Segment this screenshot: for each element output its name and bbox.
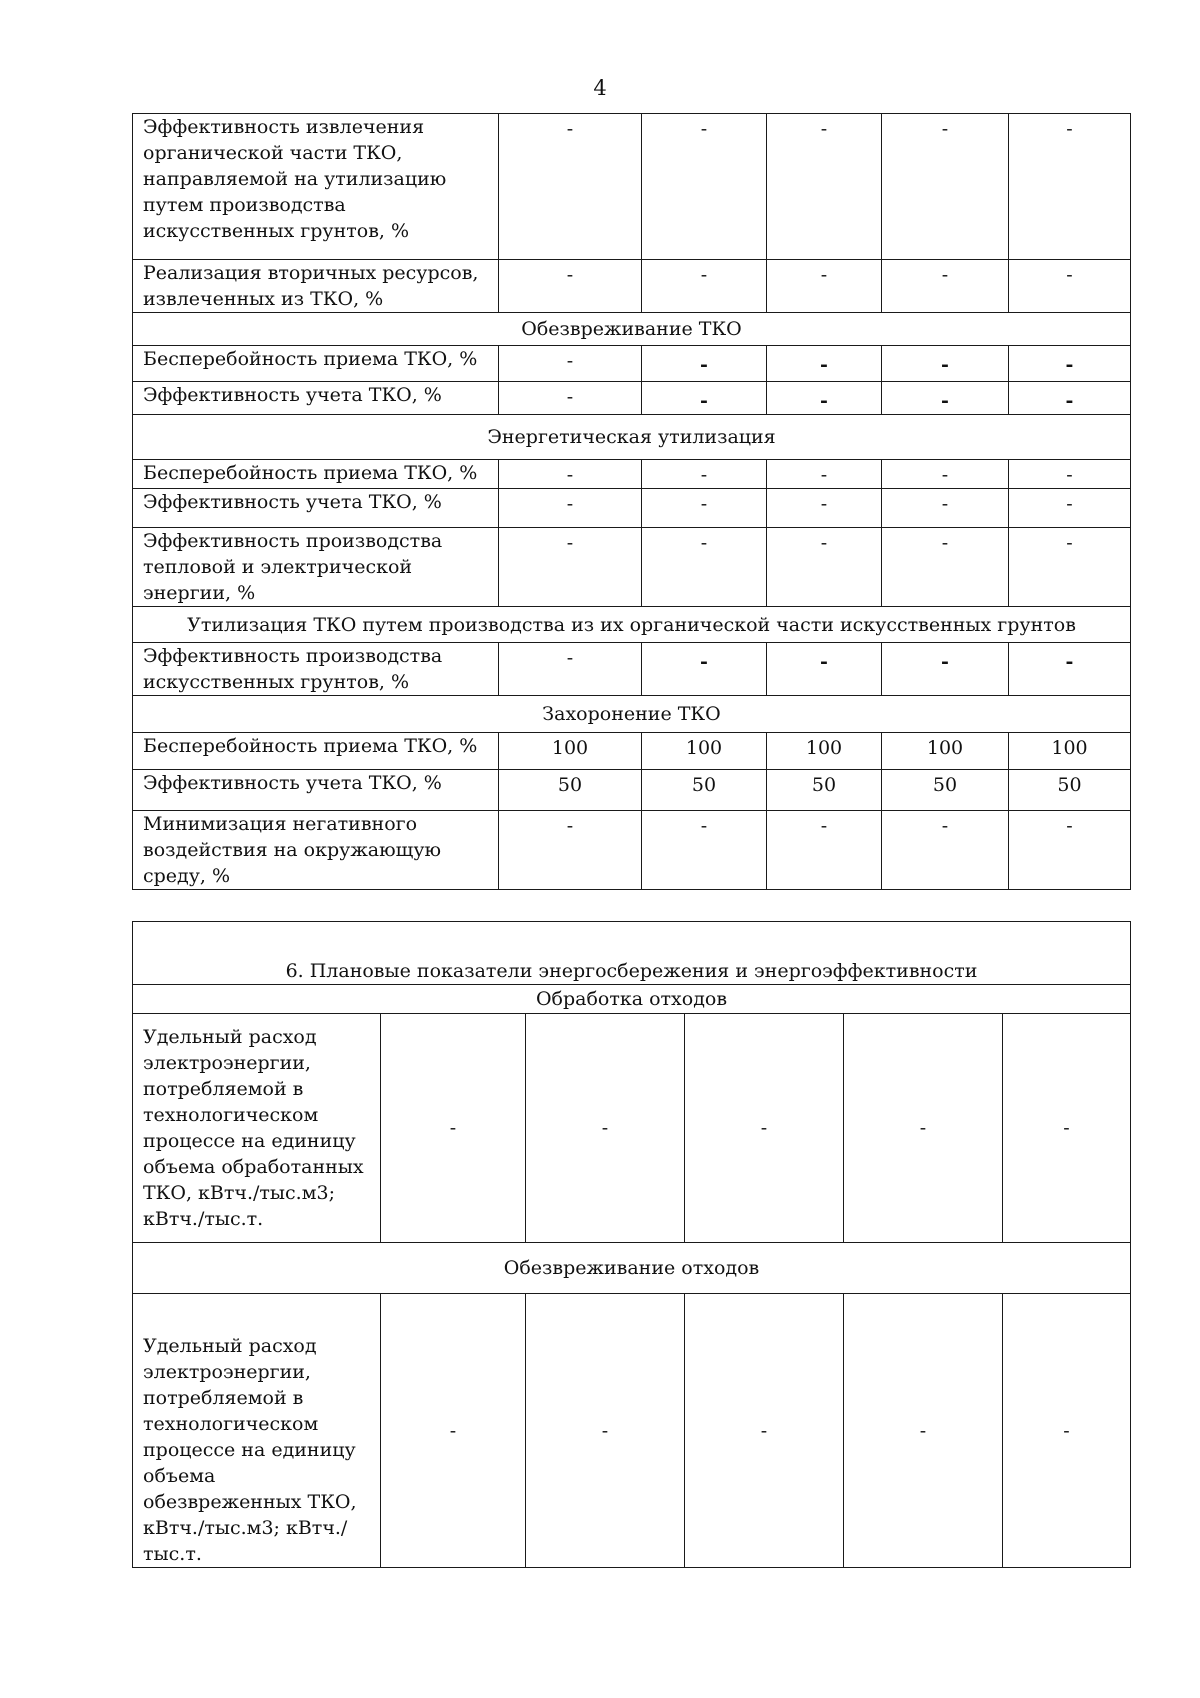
value-cell: - bbox=[642, 260, 767, 313]
value-cell: - bbox=[1009, 811, 1131, 890]
value-cell: - bbox=[882, 460, 1009, 489]
value-cell: - bbox=[767, 346, 882, 382]
value-cell: - bbox=[1009, 489, 1131, 528]
value-cell: - bbox=[499, 643, 642, 696]
table-row bbox=[133, 643, 1131, 696]
value-cell: - bbox=[499, 346, 642, 382]
table-row bbox=[133, 382, 1131, 415]
value-cell: - bbox=[685, 1014, 844, 1243]
row-label: Эффективность производства искусственных грунтов, % bbox=[133, 643, 499, 696]
value-cell: - bbox=[499, 260, 642, 313]
table-row bbox=[133, 114, 1131, 260]
energy-efficiency-table bbox=[132, 921, 1131, 1568]
value-cell: - bbox=[767, 489, 882, 528]
section-heading: Обезвреживание отходов bbox=[133, 1243, 1131, 1294]
section-row bbox=[133, 415, 1131, 460]
value-cell: - bbox=[642, 811, 767, 890]
page-number: 4 bbox=[593, 76, 607, 100]
row-label: Бесперебойность приема ТКО, % bbox=[133, 733, 499, 770]
table-row bbox=[133, 460, 1131, 489]
row-label: Минимизация негативного воздействия на окружающую среду, % bbox=[133, 811, 499, 890]
value-cell: - bbox=[381, 1014, 526, 1243]
row-label: Эффективность учета ТКО, % bbox=[133, 770, 499, 811]
value-cell: 100 bbox=[882, 733, 1009, 770]
table-row bbox=[133, 811, 1131, 890]
value-cell: - bbox=[642, 114, 767, 260]
value-cell: - bbox=[1009, 260, 1131, 313]
table-row bbox=[133, 260, 1131, 313]
value-cell: - bbox=[882, 489, 1009, 528]
section-row bbox=[133, 313, 1131, 346]
value-cell: - bbox=[767, 382, 882, 415]
value-cell: - bbox=[767, 260, 882, 313]
value-cell: - bbox=[882, 643, 1009, 696]
value-cell: - bbox=[642, 346, 767, 382]
value-cell: - bbox=[767, 643, 882, 696]
value-cell: - bbox=[882, 346, 1009, 382]
value-cell: - bbox=[642, 643, 767, 696]
value-cell: - bbox=[499, 382, 642, 415]
table-row bbox=[133, 346, 1131, 382]
value-cell: - bbox=[767, 114, 882, 260]
value-cell: - bbox=[767, 811, 882, 890]
value-cell: - bbox=[685, 1294, 844, 1568]
table-row bbox=[133, 489, 1131, 528]
value-cell: - bbox=[499, 114, 642, 260]
value-cell: - bbox=[499, 489, 642, 528]
value-cell: - bbox=[1003, 1014, 1131, 1243]
value-cell: - bbox=[499, 811, 642, 890]
value-cell: - bbox=[882, 382, 1009, 415]
value-cell: - bbox=[1009, 528, 1131, 607]
value-cell: 50 bbox=[767, 770, 882, 811]
section-row bbox=[133, 607, 1131, 643]
value-cell: - bbox=[1009, 382, 1131, 415]
value-cell: - bbox=[642, 528, 767, 607]
value-cell: 100 bbox=[499, 733, 642, 770]
value-cell: 50 bbox=[882, 770, 1009, 811]
value-cell: - bbox=[381, 1294, 526, 1568]
section-heading: Энергетическая утилизация bbox=[133, 415, 1131, 460]
value-cell: - bbox=[1009, 460, 1131, 489]
value-cell: - bbox=[882, 811, 1009, 890]
value-cell: 50 bbox=[1009, 770, 1131, 811]
table-row bbox=[133, 528, 1131, 607]
section-heading: Утилизация ТКО путем производства из их органической части искусственных грунтов bbox=[133, 607, 1131, 643]
value-cell: 100 bbox=[642, 733, 767, 770]
value-cell: - bbox=[1009, 346, 1131, 382]
row-label: Эффективность производства тепловой и электрической энергии, % bbox=[133, 528, 499, 607]
value-cell: 50 bbox=[499, 770, 642, 811]
value-cell: - bbox=[767, 460, 882, 489]
value-cell: - bbox=[844, 1014, 1003, 1243]
value-cell: - bbox=[642, 460, 767, 489]
value-cell: - bbox=[526, 1294, 685, 1568]
section-heading: Захоронение ТКО bbox=[133, 696, 1131, 733]
value-cell: - bbox=[1009, 114, 1131, 260]
value-cell: - bbox=[882, 528, 1009, 607]
row-label: Удельный расход электроэнергии, потребляемой в технологическом процессе на единицу объема обработанных ТКО, кВтч./тыс.м3; кВтч./тыс.т. bbox=[133, 1014, 381, 1243]
row-label: Бесперебойность приема ТКО, % bbox=[133, 460, 499, 489]
value-cell: 50 bbox=[642, 770, 767, 811]
value-cell: - bbox=[499, 528, 642, 607]
value-cell: - bbox=[1003, 1294, 1131, 1568]
row-label: Эффективность учета ТКО, % bbox=[133, 382, 499, 415]
row-label: Удельный расход электроэнергии, потребляемой в технологическом процессе на единицу объема обезвреженных ТКО, кВтч./тыс.м3; кВтч./тыс.т. bbox=[133, 1294, 381, 1568]
row-label: Эффективность учета ТКО, % bbox=[133, 489, 499, 528]
table-row bbox=[133, 733, 1131, 770]
row-label: Бесперебойность приема ТКО, % bbox=[133, 346, 499, 382]
value-cell: - bbox=[844, 1294, 1003, 1568]
value-cell: - bbox=[642, 489, 767, 528]
value-cell: - bbox=[882, 260, 1009, 313]
value-cell: 100 bbox=[767, 733, 882, 770]
table-title: 6. Плановые показатели энергосбережения и энергоэффективности bbox=[133, 922, 1131, 985]
table-row bbox=[133, 770, 1131, 811]
value-cell: - bbox=[767, 528, 882, 607]
value-cell: - bbox=[526, 1014, 685, 1243]
value-cell: 100 bbox=[1009, 733, 1131, 770]
section-heading: Обработка отходов bbox=[133, 985, 1131, 1014]
value-cell: - bbox=[642, 382, 767, 415]
row-label: Реализация вторичных ресурсов, извлеченных из ТКО, % bbox=[133, 260, 499, 313]
indicators-table bbox=[132, 113, 1131, 890]
value-cell: - bbox=[882, 114, 1009, 260]
value-cell: - bbox=[499, 460, 642, 489]
section-row bbox=[133, 696, 1131, 733]
row-label: Эффективность извлечения органической части ТКО, направляемой на утилизацию путем производства искусственных грунтов, % bbox=[133, 114, 499, 260]
value-cell: - bbox=[1009, 643, 1131, 696]
section-heading: Обезвреживание ТКО bbox=[133, 313, 1131, 346]
